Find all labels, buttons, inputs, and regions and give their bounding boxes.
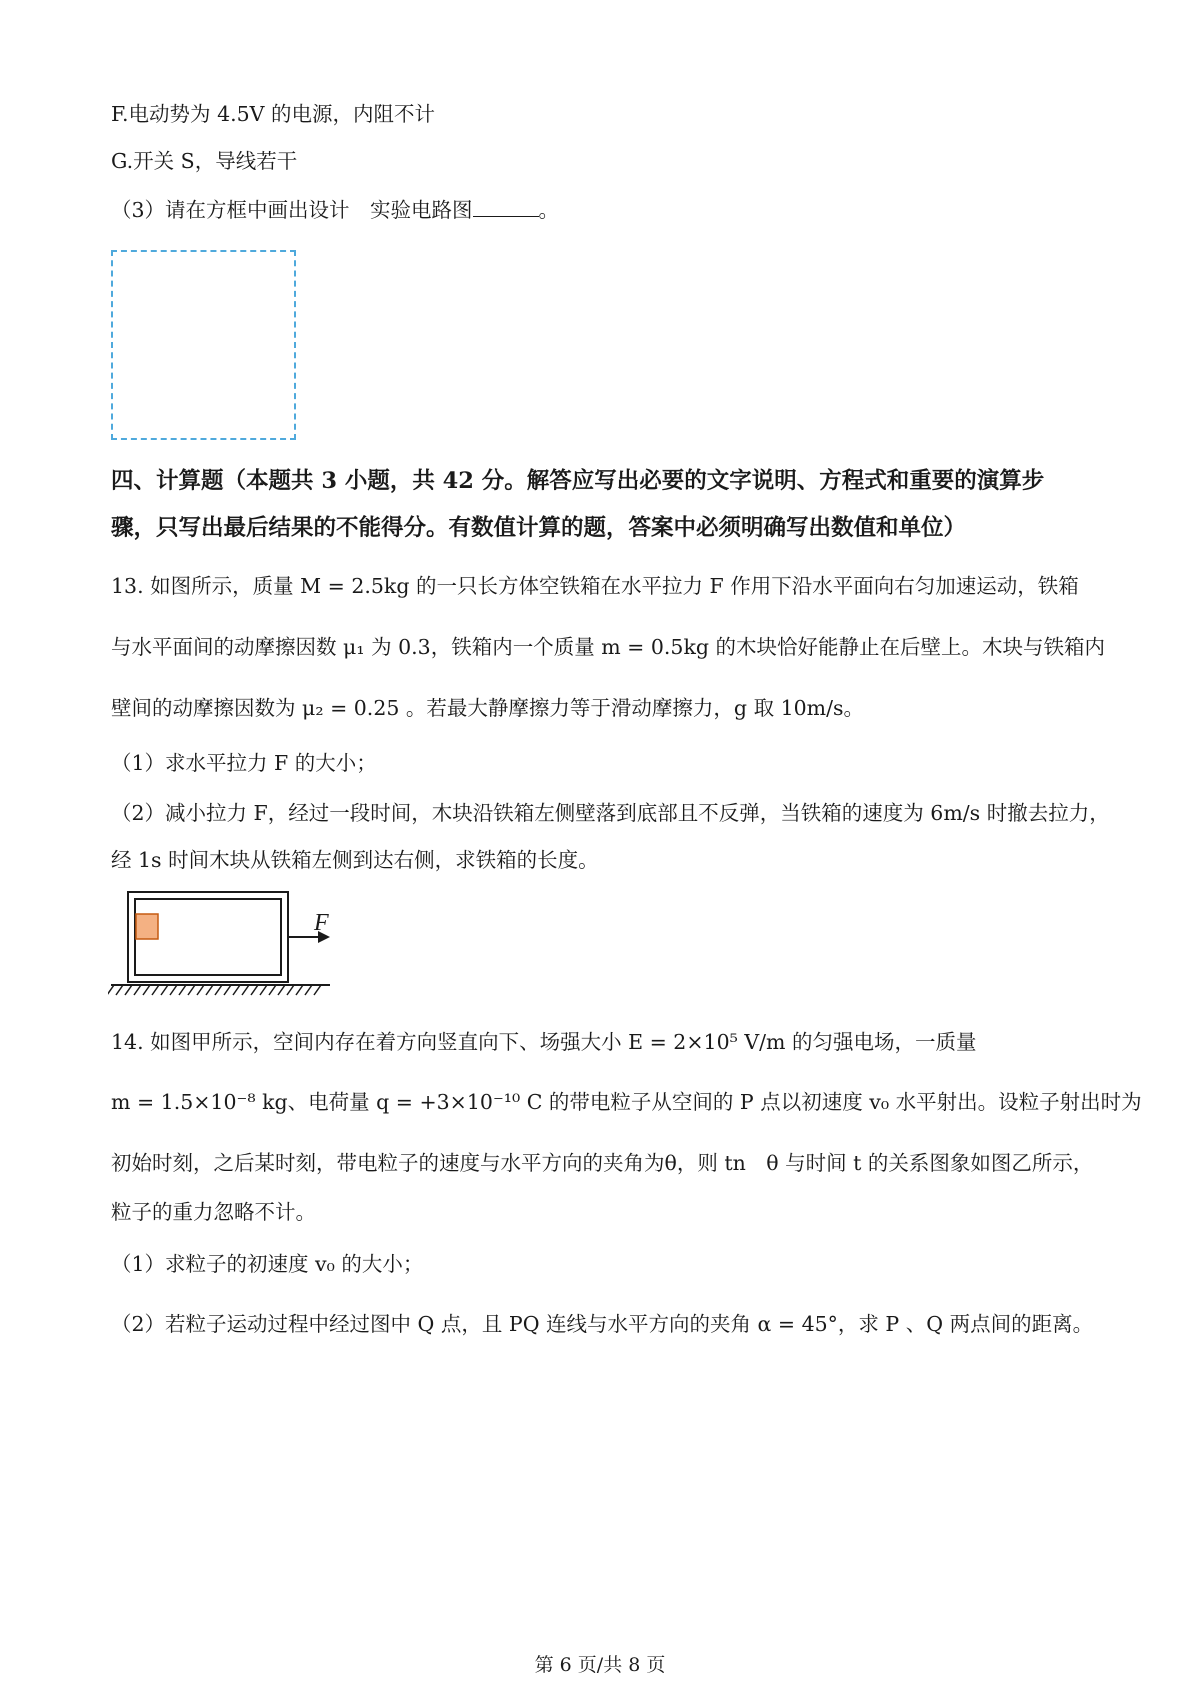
q13-part2-line1: （2）减小拉力 F，经过一段时间，木块沿铁箱左侧壁落到底部且不反弹，当铁箱的速度为 6m/s 时撤去拉力，	[111, 801, 1110, 825]
wood-block	[136, 914, 158, 939]
q13-line3: 壁间的动摩擦因数为 μ₂ = 0.25 。若最大静摩擦力等于滑动摩擦力，g 取 10m/s。	[111, 696, 865, 720]
ground-hatch-mark	[197, 985, 204, 995]
section4-heading-line2: 骤，只写出最后结果的不能得分。有数值计算的题，答案中必须明确写出数值和单位）	[111, 515, 967, 541]
ground-hatch-mark	[260, 985, 267, 995]
ground-hatch-mark	[116, 985, 123, 995]
ground-hatch-mark	[305, 985, 312, 995]
q14-line3: 初始时刻，之后某时刻，带电粒子的速度与水平方向的夹角为θ，则 tn θ 与时间 t 的关系图象如图乙所示，	[111, 1151, 1094, 1175]
q12-part3-text: （3）请在方框中画出设计 实验电路图	[111, 198, 473, 222]
q14-line1: 14. 如图甲所示，空间内存在着方向竖直向下、场强大小 E = 2×10⁵ V/m 的匀强电场，一质量	[111, 1030, 977, 1054]
iron-box-figure	[108, 885, 348, 1005]
q12-part3	[111, 196, 559, 224]
ground-hatch-mark	[269, 985, 276, 995]
ground-hatch-mark	[108, 985, 114, 995]
q12-part3-tail: 。	[538, 198, 560, 222]
option-g: G.开关 S，导线若干	[111, 149, 298, 173]
ground-hatch-mark	[134, 985, 141, 995]
q14-line2: m = 1.5×10⁻⁸ kg、电荷量 q = +3×10⁻¹⁰ C 的带电粒子从空间的 P 点以初速度 v₀ 水平射出。设粒子射出时为	[111, 1090, 1142, 1114]
ground-hatch-mark	[251, 985, 258, 995]
ground-hatch-mark	[287, 985, 294, 995]
ground-hatch-mark	[125, 985, 132, 995]
ground-hatch-mark	[206, 985, 213, 995]
ground-hatch-mark	[296, 985, 303, 995]
ground-hatch-mark	[233, 985, 240, 995]
ground-hatch-mark	[161, 985, 168, 995]
ground-hatching	[108, 985, 321, 995]
q14-line4: 粒子的重力忽略不计。	[111, 1200, 316, 1224]
q14-part1: （1）求粒子的初速度 v₀ 的大小；	[111, 1252, 424, 1276]
option-f: F.电动势为 4.5V 的电源，内阻不计	[111, 102, 435, 126]
page-footer: 第 6 页/共 8 页	[534, 1654, 666, 1676]
ground-hatch-mark	[242, 985, 249, 995]
ground-hatch-mark	[224, 985, 231, 995]
q13-line1: 13. 如图所示，质量 M = 2.5kg 的一只长方体空铁箱在水平拉力 F 作用下沿水平面向右匀加速运动，铁箱	[111, 574, 1079, 598]
q13-part1: （1）求水平拉力 F 的大小；	[111, 751, 377, 775]
ground-hatch-mark	[278, 985, 285, 995]
ground-hatch-mark	[152, 985, 159, 995]
section4-heading-line1: 四、计算题（本题共 3 小题，共 42 分。解答应写出必要的文字说明、方程式和重要的演算步	[111, 468, 1045, 494]
circuit-drawing-box	[111, 250, 296, 440]
ground-hatch-mark	[215, 985, 222, 995]
ground-hatch-mark	[179, 985, 186, 995]
ground-hatch-mark	[314, 985, 321, 995]
q14-part2: （2）若粒子运动过程中经过图中 Q 点，且 PQ 连线与水平方向的夹角 α = 45°，求 P 、Q 两点间的距离。	[111, 1312, 1094, 1336]
ground-hatch-mark	[143, 985, 150, 995]
ground-hatch-mark	[188, 985, 195, 995]
q13-part2-line2: 经 1s 时间木块从铁箱左侧到达右侧，求铁箱的长度。	[111, 848, 599, 872]
answer-blank	[473, 198, 539, 217]
ground-hatch-mark	[170, 985, 177, 995]
q13-line2: 与水平面间的动摩擦因数 μ₁ 为 0.3，铁箱内一个质量 m = 0.5kg 的木块恰好能静止在后壁上。木块与铁箱内	[111, 635, 1106, 659]
force-label: F	[314, 910, 329, 936]
